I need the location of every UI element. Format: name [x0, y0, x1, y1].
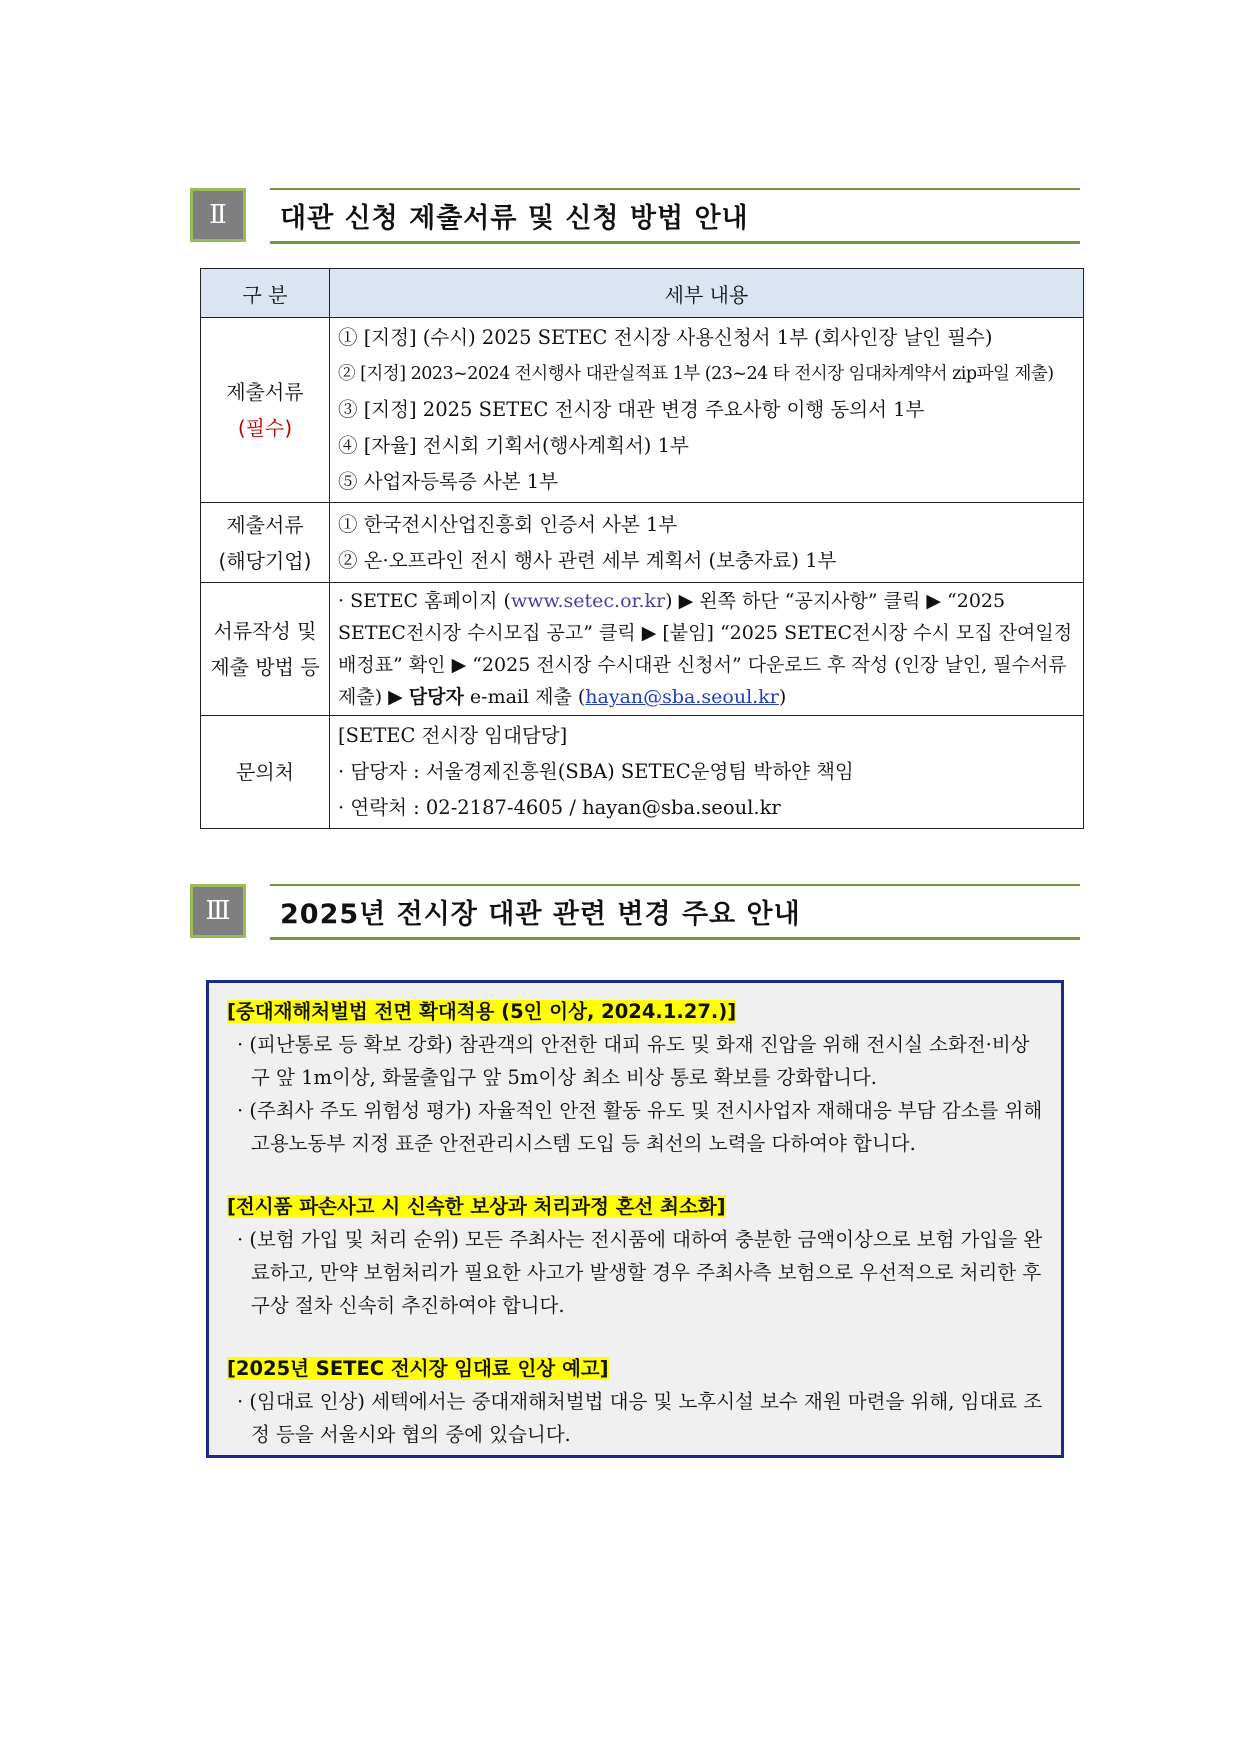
cat-line: (해당기업) [218, 548, 312, 573]
header-details: 세부 내용 [330, 269, 1084, 318]
list-item: ② 온·오프라인 전시 행사 관련 세부 계획서 (보충자료) 1부 [338, 548, 837, 572]
conditional-docs-label [201, 503, 330, 583]
section-3-bottom-rule [270, 937, 1080, 940]
header-category: 구 분 [201, 269, 330, 318]
list-item: ① [지정] (수시) 2025 SETEC 전시장 사용신청서 1부 (회사인장 날인 필수) [338, 326, 993, 349]
method-text: ) ▶ 왼쪽 하단 “공지사항” 클릭 ▶ “2025 SETEC전시장 수시모집 공고” 클릭 ▶ [붙임] “2025 SETEC전시장 수시 모집 잔여일정 배정표” 확인 ▶ “2025 전시장 수시대관 신청서” 다운로드 후 작성 (인장 날인, 필수서류 제출) ▶ [338, 590, 1073, 708]
contact-details [330, 716, 1084, 829]
method-description [330, 583, 1084, 716]
section-2-number: Ⅱ [190, 188, 246, 242]
list-item: · 담당자 : 서울경제진흥원(SBA) SETEC운영팀 박하얀 책임 [338, 760, 854, 783]
required-docs-list [330, 318, 1084, 503]
section-2-header [190, 188, 1080, 244]
table-row-conditional-docs [201, 503, 1084, 583]
section-2-title: 대관 신청 제출서류 및 신청 방법 안내 [280, 203, 749, 234]
section-2-top-rule [270, 188, 1080, 190]
list-item: ⑤ 사업자등록증 사본 1부 [338, 470, 559, 493]
list-item: ① 한국전시산업진흥회 인증서 사본 1부 [338, 512, 678, 536]
required-docs-label [201, 318, 330, 503]
section-3-title: 2025년 전시장 대관 관련 변경 주요 안내 [280, 899, 801, 930]
method-text: · SETEC 홈페이지 ( [338, 590, 511, 612]
method-text: ) [778, 686, 787, 708]
notice-item: · (임대료 인상) 세텍에서는 중대재해처벌법 대응 및 노후시설 보수 재원 마련을 위해, 임대료 조정 등을 서울시와 협의 중에 있습니다. [237, 1390, 1043, 1446]
method-text: e-mail 제출 ( [463, 686, 586, 708]
contact-label: 문의처 [201, 716, 330, 829]
submission-table [200, 268, 1084, 829]
method-text-bold: 담당자 [408, 686, 464, 708]
section-3-header [190, 884, 1080, 940]
table-row-required-docs [201, 318, 1084, 503]
cat-line: 제출서류 [226, 512, 304, 537]
list-item: [SETEC 전시장 임대담당] [338, 724, 568, 747]
notice-item: · (보험 가입 및 처리 순위) 모든 주최사는 전시품에 대하여 충분한 금액이상으로 보험 가입을 완료하고, 만약 보험처리가 필요한 사고가 발생할 경우 주최사측 보험으로 우선적으로 처리한 후 구상 절차 신속히 추진하여야 합니다. [237, 1228, 1043, 1317]
setec-homepage-link[interactable]: www.setec.or.kr [510, 590, 666, 612]
list-item: ④ [자율] 전시회 기획서(행사계획서) 1부 [338, 434, 689, 457]
cat-line: 제출 방법 등 [210, 655, 320, 679]
cat-line: 서류작성 및 [213, 619, 317, 643]
notice-heading-3: [2025년 SETEC 전시장 임대료 인상 예고] [227, 1357, 609, 1380]
notice-heading-2: [전시품 파손사고 시 신속한 보상과 처리과정 혼선 최소화] [227, 1195, 726, 1218]
section-3-number: Ⅲ [190, 884, 246, 938]
notice-box [206, 980, 1064, 1458]
required-mark: (필수) [237, 416, 293, 440]
section-3-top-rule [270, 884, 1080, 886]
list-item: ② [지정] 2023~2024 전시행사 대관실적표 1부 (23~24 타 전시장 임대차계약서 zip파일 제출) [338, 364, 1054, 384]
notice-item: · (피난통로 등 확보 강화) 참관객의 안전한 대피 유도 및 화재 진압을 위해 전시실 소화전·비상구 앞 1m이상, 화물출입구 앞 5m이상 최소 비상 통로 확보를 강화합니다. [237, 1033, 1030, 1089]
conditional-docs-list [330, 503, 1084, 583]
list-item: ③ [지정] 2025 SETEC 전시장 대관 변경 주요사항 이행 동의서 1부 [338, 398, 925, 421]
notice-heading-1: [중대재해처벌법 전면 확대적용 (5인 이상, 2024.1.27.)] [227, 1000, 737, 1023]
table-row-contact [201, 716, 1084, 829]
notice-item: · (주최사 주도 위험성 평가) 자율적인 안전 활동 유도 및 전시사업자 재해대응 부담 감소를 위해 고용노동부 지정 표준 안전관리시스템 도입 등 최선의 노력을 다하여야 합니다. [237, 1099, 1043, 1155]
section-2-bottom-rule [270, 241, 1080, 244]
table-row-method [201, 583, 1084, 716]
list-item: · 연락처 : 02-2187-4605 / hayan@sba.seoul.kr [338, 796, 781, 819]
method-label [201, 583, 330, 716]
cat-line: 제출서류 [226, 380, 304, 404]
contact-email-link[interactable]: hayan@sba.seoul.kr [585, 686, 779, 708]
table-header-row [201, 269, 1084, 318]
